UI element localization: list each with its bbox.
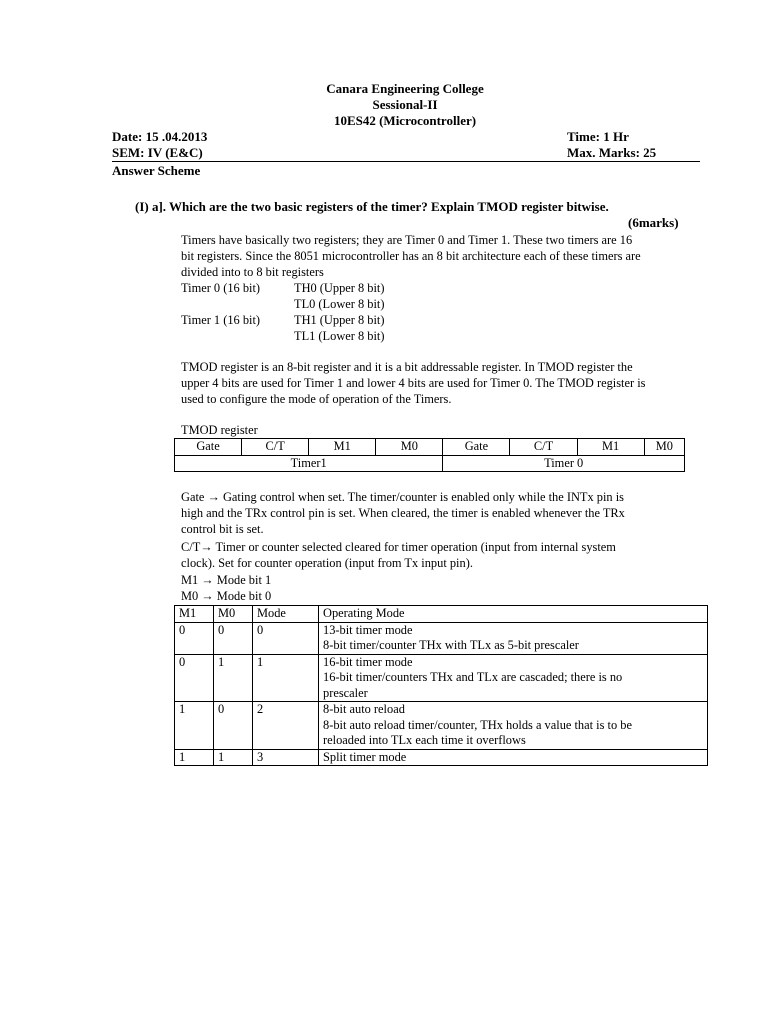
tmod-bit-cell: Gate <box>175 439 242 456</box>
tmod-desc-1: TMOD register is an 8-bit register and it is a bit addressable register. In TMOD register the <box>181 360 633 374</box>
intro-line-1: Timers have basically two registers; they are Timer 0 and Timer 1. These two timers are 16 <box>181 233 633 247</box>
tmod-group-timer1: Timer1 <box>175 455 443 472</box>
tmod-bits-row <box>175 439 685 456</box>
m0-desc: M0 → Mode bit 0 <box>181 589 272 603</box>
ct-desc-2: clock). Set for counter operation (input from Tx input pin). <box>181 556 473 570</box>
cell-m0: 0 <box>214 702 253 750</box>
exam-date: Date: 15 .04.2013 <box>112 129 208 144</box>
gate-desc-2: high and the TRx control pin is set. When cleared, the timer is enabled whenever the TRx <box>181 506 625 520</box>
cell-description <box>319 622 708 654</box>
header-cell-mode: Mode <box>253 606 319 623</box>
tmod-group-timer0: Timer 0 <box>443 455 685 472</box>
intro-line-2: bit registers. Since the 8051 microcontroller has an 8 bit architecture each of these timers are <box>181 249 641 263</box>
gate-desc-3: control bit is set. <box>181 522 264 536</box>
tmod-groups-row <box>175 455 685 472</box>
timer1-label: Timer 1 (16 bit) <box>181 313 261 327</box>
cell-mode: 1 <box>253 654 319 702</box>
cell-m1: 0 <box>175 654 214 702</box>
cell-mode: 3 <box>253 749 319 766</box>
cell-mode: 0 <box>253 622 319 654</box>
exam-title: Sessional-II <box>372 97 438 112</box>
question-text: (I) a]. Which are the two basic registers of the timer? Explain TMOD register bitwise. <box>135 199 609 214</box>
tmod-bit-cell: C/T <box>510 439 577 456</box>
cell-description <box>319 654 708 702</box>
max-marks: Max. Marks: 25 <box>567 145 657 160</box>
th1-label: TH1 (Upper 8 bit) <box>294 313 385 327</box>
m1-desc: M1 → Mode bit 1 <box>181 573 272 587</box>
desc-line: 8-bit auto reload <box>323 702 405 716</box>
semester: SEM: IV (E&C) <box>112 145 203 160</box>
exam-time: Time: 1 Hr <box>567 129 629 144</box>
header-cell-m1: M1 <box>175 606 214 623</box>
table-row <box>175 654 708 702</box>
table-row <box>175 622 708 654</box>
desc-line: reloaded into TLx each time it overflows <box>323 733 526 747</box>
header-divider <box>112 161 700 162</box>
tmod-desc-2: upper 4 bits are used for Timer 1 and lower 4 bits are used for Timer 0. The TMOD register is <box>181 376 646 390</box>
cell-mode: 2 <box>253 702 319 750</box>
cell-m0: 0 <box>214 622 253 654</box>
header-cell-operating-mode: Operating Mode <box>319 606 708 623</box>
cell-m0: 1 <box>214 654 253 702</box>
tl1-label: TL1 (Lower 8 bit) <box>294 329 385 343</box>
tmod-bit-cell: M1 <box>309 439 376 456</box>
question-marks: (6marks) <box>628 215 679 230</box>
tl0-label: TL0 (Lower 8 bit) <box>294 297 385 311</box>
mode-table-header <box>175 606 708 623</box>
table-row <box>175 749 708 766</box>
tmod-bit-cell: Gate <box>443 439 510 456</box>
desc-line: 8-bit auto reload timer/counter, THx holds a value that is to be <box>323 717 632 732</box>
tmod-bit-table <box>174 438 685 472</box>
tmod-bit-cell: M0 <box>376 439 443 456</box>
desc-line: Split timer mode <box>323 749 407 764</box>
cell-m1: 1 <box>175 749 214 766</box>
subject-code: 10ES42 (Microcontroller) <box>333 113 477 128</box>
gate-desc-1: Gate → Gating control when set. The timer/counter is enabled only while the INTx pin is <box>181 490 624 504</box>
desc-line: 13-bit timer mode <box>323 622 413 637</box>
cell-m1: 1 <box>175 702 214 750</box>
cell-m0: 1 <box>214 749 253 766</box>
desc-line: prescaler <box>323 685 368 700</box>
college-name: Canara Engineering College <box>326 81 484 96</box>
header-cell-m0: M0 <box>214 606 253 623</box>
cell-description <box>319 702 708 750</box>
desc-line: 8-bit timer/counter THx with TLx as 5-bit prescaler <box>323 638 579 652</box>
intro-line-3: divided into to 8 bit registers <box>181 265 324 279</box>
desc-line: 16-bit timer mode <box>323 654 413 669</box>
cell-description <box>319 749 708 766</box>
tmod-bit-cell: M1 <box>577 439 644 456</box>
table-row <box>175 702 708 750</box>
tmod-register-label: TMOD register <box>181 423 258 437</box>
cell-m1: 0 <box>175 622 214 654</box>
desc-line: 16-bit timer/counters THx and TLx are cascaded; there is no <box>323 670 623 684</box>
mode-table <box>174 605 708 766</box>
timer0-label: Timer 0 (16 bit) <box>181 281 261 295</box>
tmod-bit-cell: M0 <box>644 439 684 456</box>
tmod-desc-3: used to configure the mode of operation of the Timers. <box>181 392 452 406</box>
answer-scheme-label: Answer Scheme <box>112 163 201 178</box>
tmod-bit-cell: C/T <box>242 439 309 456</box>
ct-desc-1: C/T→ Timer or counter selected cleared for timer operation (input from internal system <box>181 540 616 554</box>
th0-label: TH0 (Upper 8 bit) <box>294 281 385 295</box>
